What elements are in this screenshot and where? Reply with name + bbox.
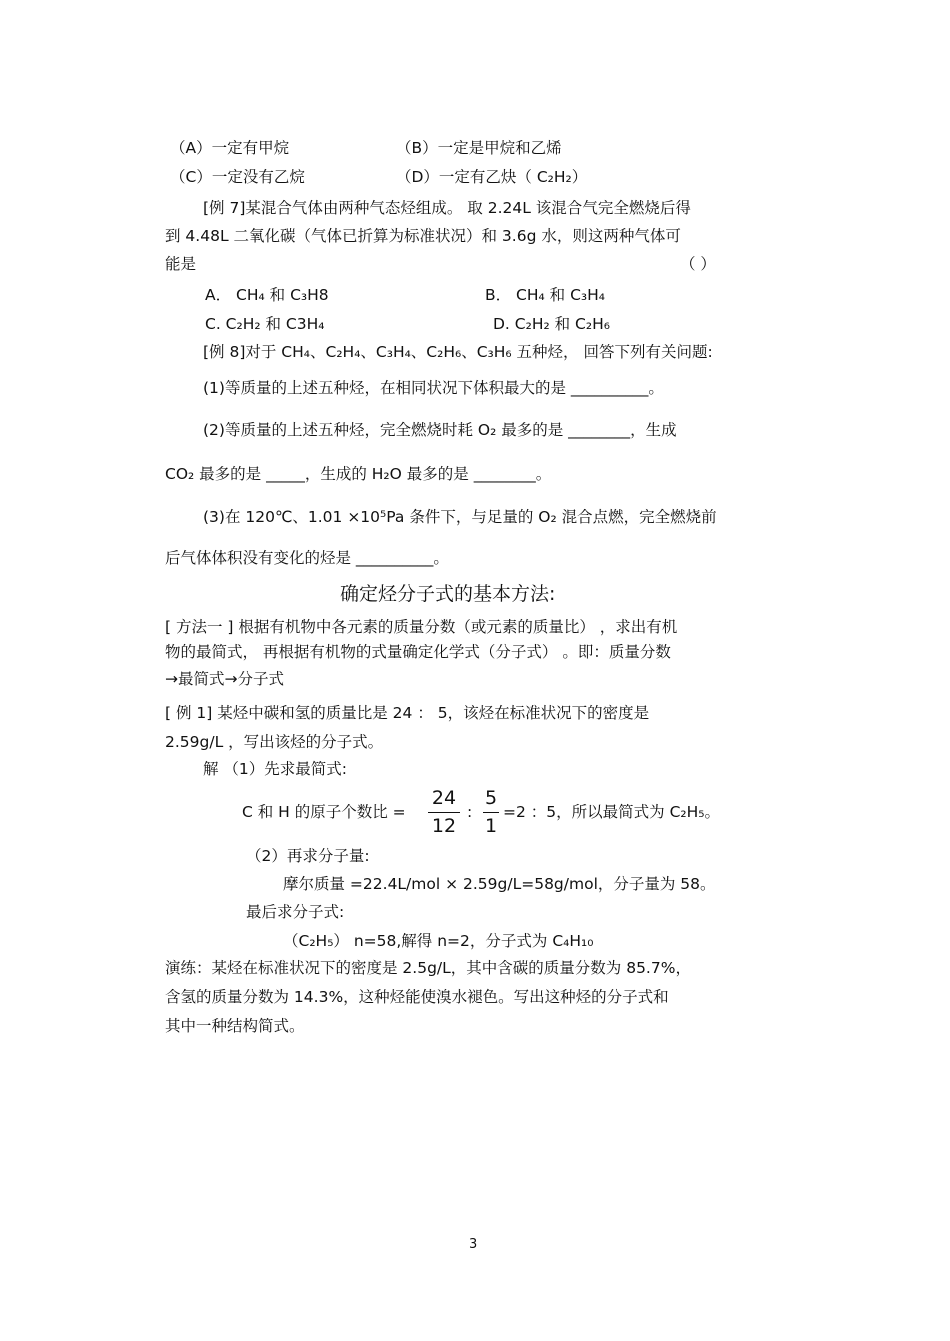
empirical-formula-result: =2 ：5，所以最简式为 C₂H₅。 bbox=[503, 803, 720, 821]
question-3-line2: 后气体体积没有变化的烃是 __________。 bbox=[165, 549, 449, 567]
example-1-line1: [ 例 1] 某烃中碳和氢的质量比是 24 ： 5，该烃在标准状况下的密度是 bbox=[165, 704, 650, 722]
choice-c: C. C₂H₂ 和 C3H₄ bbox=[205, 315, 325, 333]
method-1-line3: →最简式→分子式 bbox=[165, 670, 284, 688]
fraction-2-bar bbox=[483, 812, 499, 813]
fraction-1-numerator: 24 bbox=[431, 787, 457, 809]
ratio-colon: : bbox=[467, 803, 473, 821]
example-7-line2: 到 4.48L 二氧化碳（气体已折算为标准状况）和 3.6g 水，则这两种气体可 bbox=[165, 227, 681, 245]
molar-mass-calc: 摩尔质量 =22.4L/mol × 2.59g/L=58g/mol，分子量为 58。 bbox=[283, 875, 716, 893]
option-b: （B）一定是甲烷和乙烯 bbox=[396, 139, 562, 157]
question-2-line1: (2)等质量的上述五种烃，完全燃烧时耗 O₂ 最多的是 ________，生成 bbox=[203, 421, 677, 439]
method-1-line1: [ 方法一 ] 根据有机物中各元素的质量分数（或元素的质量比） ，求出有机 bbox=[165, 618, 678, 636]
fraction-2-denominator: 1 bbox=[484, 815, 498, 837]
choice-a: A． CH₄ 和 C₃H8 bbox=[205, 286, 329, 304]
exercise-line1: 演练：某烃在标准状况下的密度是 2.5g/L，其中含碳的质量分数为 85.7%， bbox=[165, 959, 691, 977]
choice-b: B． CH₄ 和 C₃H₄ bbox=[485, 286, 606, 304]
choice-d: D. C₂H₂ 和 C₂H₆ bbox=[493, 315, 610, 333]
solution-step-2: （2）再求分子量: bbox=[246, 847, 370, 865]
method-1-line2: 物的最简式， 再根据有机物的式量确定化学式（分子式） 。即：质量分数 bbox=[165, 643, 671, 661]
exercise-line2: 含氢的质量分数为 14.3%，这种烃能使溴水褪色。写出这种烃的分子式和 bbox=[165, 988, 669, 1006]
atom-ratio-label: C 和 H 的原子个数比 = bbox=[242, 803, 406, 821]
option-d: （D）一定有乙炔（ C₂H₂） bbox=[396, 168, 588, 186]
exercise-line3: 其中一种结构简式。 bbox=[165, 1017, 305, 1035]
example-8-line1: [例 8]对于 CH₄、C₂H₄、C₃H₄、C₂H₆、C₃H₆ 五种烃， 回答下列有关问题: bbox=[203, 343, 713, 361]
example-7-line1: [例 7]某混合气体由两种气态烃组成。 取 2.24L 该混合气完全燃烧后得 bbox=[203, 199, 691, 217]
section-heading: 确定烃分子式的基本方法: bbox=[340, 583, 556, 605]
page-number: 3 bbox=[469, 1237, 478, 1252]
question-1: (1)等质量的上述五种烃，在相同状况下体积最大的是 __________。 bbox=[203, 379, 664, 397]
fraction-1-bar bbox=[428, 812, 460, 813]
option-a: （A）一定有甲烷 bbox=[170, 139, 290, 157]
solution-step-1: 解 （1）先求最简式: bbox=[203, 760, 348, 778]
option-c: （C）一定没有乙烷 bbox=[170, 168, 305, 186]
example-1-line2: 2.59g/L ，写出该烃的分子式。 bbox=[165, 733, 384, 751]
solution-step-3: 最后求分子式: bbox=[246, 903, 345, 921]
question-2-line2: CO₂ 最多的是 _____，生成的 H₂O 最多的是 ________。 bbox=[165, 465, 552, 483]
answer-blank: （ ） bbox=[680, 255, 716, 273]
fraction-1-denominator: 12 bbox=[431, 815, 457, 837]
example-7-line3: 能是 bbox=[165, 255, 197, 273]
molecular-formula-calc: （C₂H₅） n=58,解得 n=2，分子式为 C₄H₁₀ bbox=[283, 932, 594, 950]
question-3-line1: (3)在 120℃、1.01 ×10⁵Pa 条件下，与足量的 O₂ 混合点燃，完全燃烧前 bbox=[203, 508, 717, 526]
fraction-2-numerator: 5 bbox=[484, 787, 498, 809]
